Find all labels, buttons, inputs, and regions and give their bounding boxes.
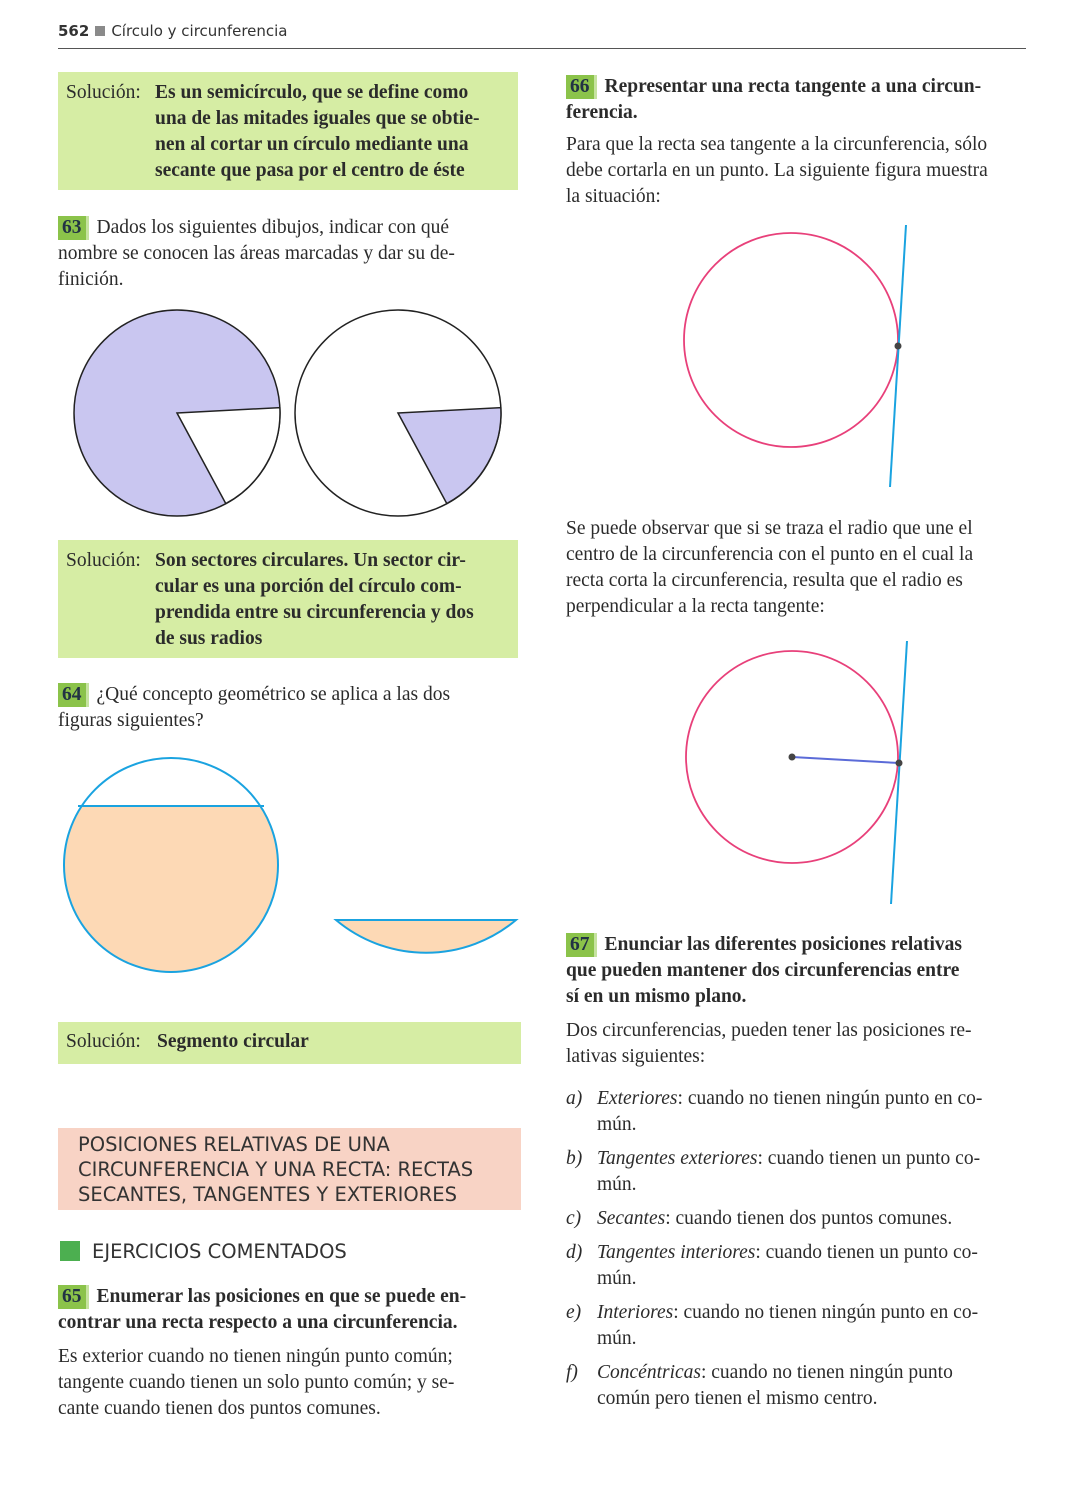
text-line: Se puede observar que si se traza el radio que une el	[566, 518, 973, 539]
subsection-heading	[60, 1240, 347, 1263]
square-bullet-icon	[95, 26, 105, 36]
exercise-number: 67	[566, 933, 597, 957]
radius-line	[792, 757, 899, 763]
text-line: Para que la recta sea tangente a la circunferencia, sólo	[566, 134, 988, 155]
solution-label: Solución:	[66, 1031, 141, 1052]
text-line: perpendicular a la recta tangente:	[566, 596, 825, 617]
tangent-line	[891, 641, 907, 904]
item-body: Tangentes exteriores: cuando tienen un punto co- mún.	[597, 1146, 1026, 1198]
solution-box-62	[58, 72, 518, 190]
text-line: Son sectores circulares. Un sector cir-	[155, 550, 466, 571]
text-line: POSICIONES RELATIVAS DE UNA	[78, 1133, 390, 1156]
text-line: cuando tienen un punto co-	[765, 1242, 978, 1263]
exercise-65	[58, 1284, 520, 1422]
page-header	[58, 22, 1026, 49]
section-title	[78, 1132, 473, 1207]
text-line: cular es una porción del círculo com-	[155, 576, 462, 597]
text-line: prendida entre su circunferencia y dos	[155, 602, 474, 623]
list-item-a	[566, 1086, 1026, 1138]
solution-text	[155, 80, 510, 184]
text-line: lativas siguientes:	[566, 1046, 706, 1067]
text-line: una de las mitades iguales que se obtie-	[155, 108, 480, 129]
text-line: cante cuando tienen dos puntos comunes.	[58, 1398, 381, 1419]
exercise-title: Enunciar las diferentes posiciones relativas	[604, 934, 963, 955]
tangent-point	[896, 760, 903, 767]
exercise-title: Representar una recta tangente a una circun-	[604, 76, 982, 97]
exercise-title: Enumerar las posiciones en que se puede en-	[96, 1286, 467, 1307]
tangent-figure-1	[660, 220, 930, 495]
sector-circle-right	[295, 310, 506, 516]
text-line: común pero tienen el mismo centro.	[597, 1388, 878, 1409]
text-line: cuando no tienen ningún punto	[711, 1362, 953, 1383]
text-line: cuando tienen un punto co-	[767, 1148, 981, 1169]
item-term: Interiores	[597, 1302, 674, 1323]
solution-text	[155, 548, 510, 652]
text-line: nombre se conocen las áreas marcadas y dar su de-	[58, 243, 455, 264]
list-item-f	[566, 1360, 1026, 1412]
text-line: secante que pasa por el centro de éste	[155, 160, 465, 181]
solution-label: Solución:	[66, 550, 141, 571]
text-line: centro de la circunferencia con el punto en el cual la	[566, 544, 974, 565]
item-term: Tangentes interiores	[597, 1242, 756, 1263]
item-body: Secantes: cuando tienen dos puntos comunes.	[597, 1208, 953, 1229]
item-label: e)	[566, 1302, 582, 1323]
text-line: nen al cortar un círculo mediante una	[155, 134, 469, 155]
text-line: CIRCUNFERENCIA Y UNA RECTA: RECTAS	[78, 1158, 474, 1181]
text-line: cuando no tienen ningún punto en co-	[687, 1088, 983, 1109]
text-line: tangente cuando tienen un solo punto común; y se-	[58, 1372, 455, 1393]
list-item-c	[566, 1206, 1026, 1232]
circumference	[684, 233, 898, 447]
exercise-title: que pueden mantener dos circunferencias entre	[566, 960, 960, 981]
center-point	[789, 754, 796, 761]
exercise-number: 63	[58, 216, 89, 240]
text-line: mún.	[597, 1268, 637, 1289]
item-term: Concéntricas	[597, 1362, 701, 1383]
tangent-line	[890, 225, 906, 487]
text-line: figuras siguientes?	[58, 710, 204, 731]
segments-figure	[58, 750, 528, 985]
sectors-figure	[58, 300, 518, 525]
text-line: Dos circunferencias, pueden tener las posiciones re-	[566, 1020, 972, 1041]
exercise-number: 66	[566, 75, 597, 99]
section-title-box	[58, 1128, 521, 1210]
text-line: debe cortarla en un punto. La siguiente figura muestra	[566, 160, 988, 181]
item-label: c)	[566, 1208, 582, 1229]
list-item-e	[566, 1300, 1026, 1352]
exercise-64	[58, 682, 518, 734]
item-body: Concéntricas: cuando no tienen ningún punto común pero tienen el mismo centro.	[597, 1360, 1026, 1412]
text-line: cuando no tienen ningún punto en co-	[683, 1302, 979, 1323]
item-label: d)	[566, 1242, 583, 1263]
item-label: a)	[566, 1088, 583, 1109]
text-line: SECANTES, TANGENTES Y EXTERIORES	[78, 1183, 457, 1206]
text-line: finición.	[58, 269, 124, 290]
exercise-66-explanation	[566, 516, 1026, 620]
solution-box-64	[58, 1022, 521, 1064]
circular-segment-large	[64, 758, 278, 972]
subsection-title: EJERCICIOS COMENTADOS	[92, 1240, 347, 1263]
text-line: mún.	[597, 1114, 637, 1135]
circular-segment-small	[336, 920, 516, 953]
exercise-title: ferencia.	[566, 102, 638, 123]
item-label: f)	[566, 1362, 578, 1383]
exercise-number: 65	[58, 1285, 89, 1309]
item-term: Secantes	[597, 1208, 666, 1229]
item-term: Tangentes exteriores	[597, 1148, 758, 1169]
text-line: recta corta la circunferencia, resulta que el radio es	[566, 570, 963, 591]
text-line: de sus radios	[155, 628, 263, 649]
list-item-b	[566, 1146, 1026, 1198]
sector-circle-left	[74, 310, 285, 516]
solution-text: Segmento circular	[157, 1031, 309, 1052]
item-body: Exteriores: cuando no tienen ningún punto en co- mún.	[597, 1086, 1026, 1138]
exercise-67	[566, 932, 1026, 1070]
text-line: mún.	[597, 1174, 637, 1195]
exercise-title: sí en un mismo plano.	[566, 986, 747, 1007]
page-number: 562	[58, 22, 90, 40]
tangent-figure-2	[660, 636, 930, 911]
exercise-title: contrar una recta respecto a una circunferencia.	[58, 1312, 458, 1333]
tangent-point	[895, 343, 902, 350]
chapter-title: Círculo y circunferencia	[111, 22, 288, 40]
exercise-66	[566, 74, 1026, 210]
item-term: Exteriores	[597, 1088, 678, 1109]
exercise-number: 64	[58, 683, 89, 707]
item-label: b)	[566, 1148, 583, 1169]
solution-label: Solución:	[66, 82, 141, 103]
item-body: Interiores: cuando no tienen ningún punto en co- mún.	[597, 1300, 1026, 1352]
text-line: Es un semicírculo, que se define como	[155, 82, 469, 103]
solution-box-63	[58, 540, 518, 658]
item-body: Tangentes interiores: cuando tienen un punto co- mún.	[597, 1240, 1026, 1292]
text-line: mún.	[597, 1328, 637, 1349]
text-line: la situación:	[566, 186, 661, 207]
list-item-d	[566, 1240, 1026, 1292]
text-line: Es exterior cuando no tienen ningún punto común;	[58, 1346, 453, 1367]
text-line: Dados los siguientes dibujos, indicar con qué	[96, 217, 450, 238]
text-line: ¿Qué concepto geométrico se aplica a las dos	[96, 684, 451, 705]
exercise-63	[58, 215, 518, 293]
text-line: cuando tienen dos puntos comunes.	[675, 1208, 953, 1229]
green-square-icon	[60, 1241, 80, 1261]
